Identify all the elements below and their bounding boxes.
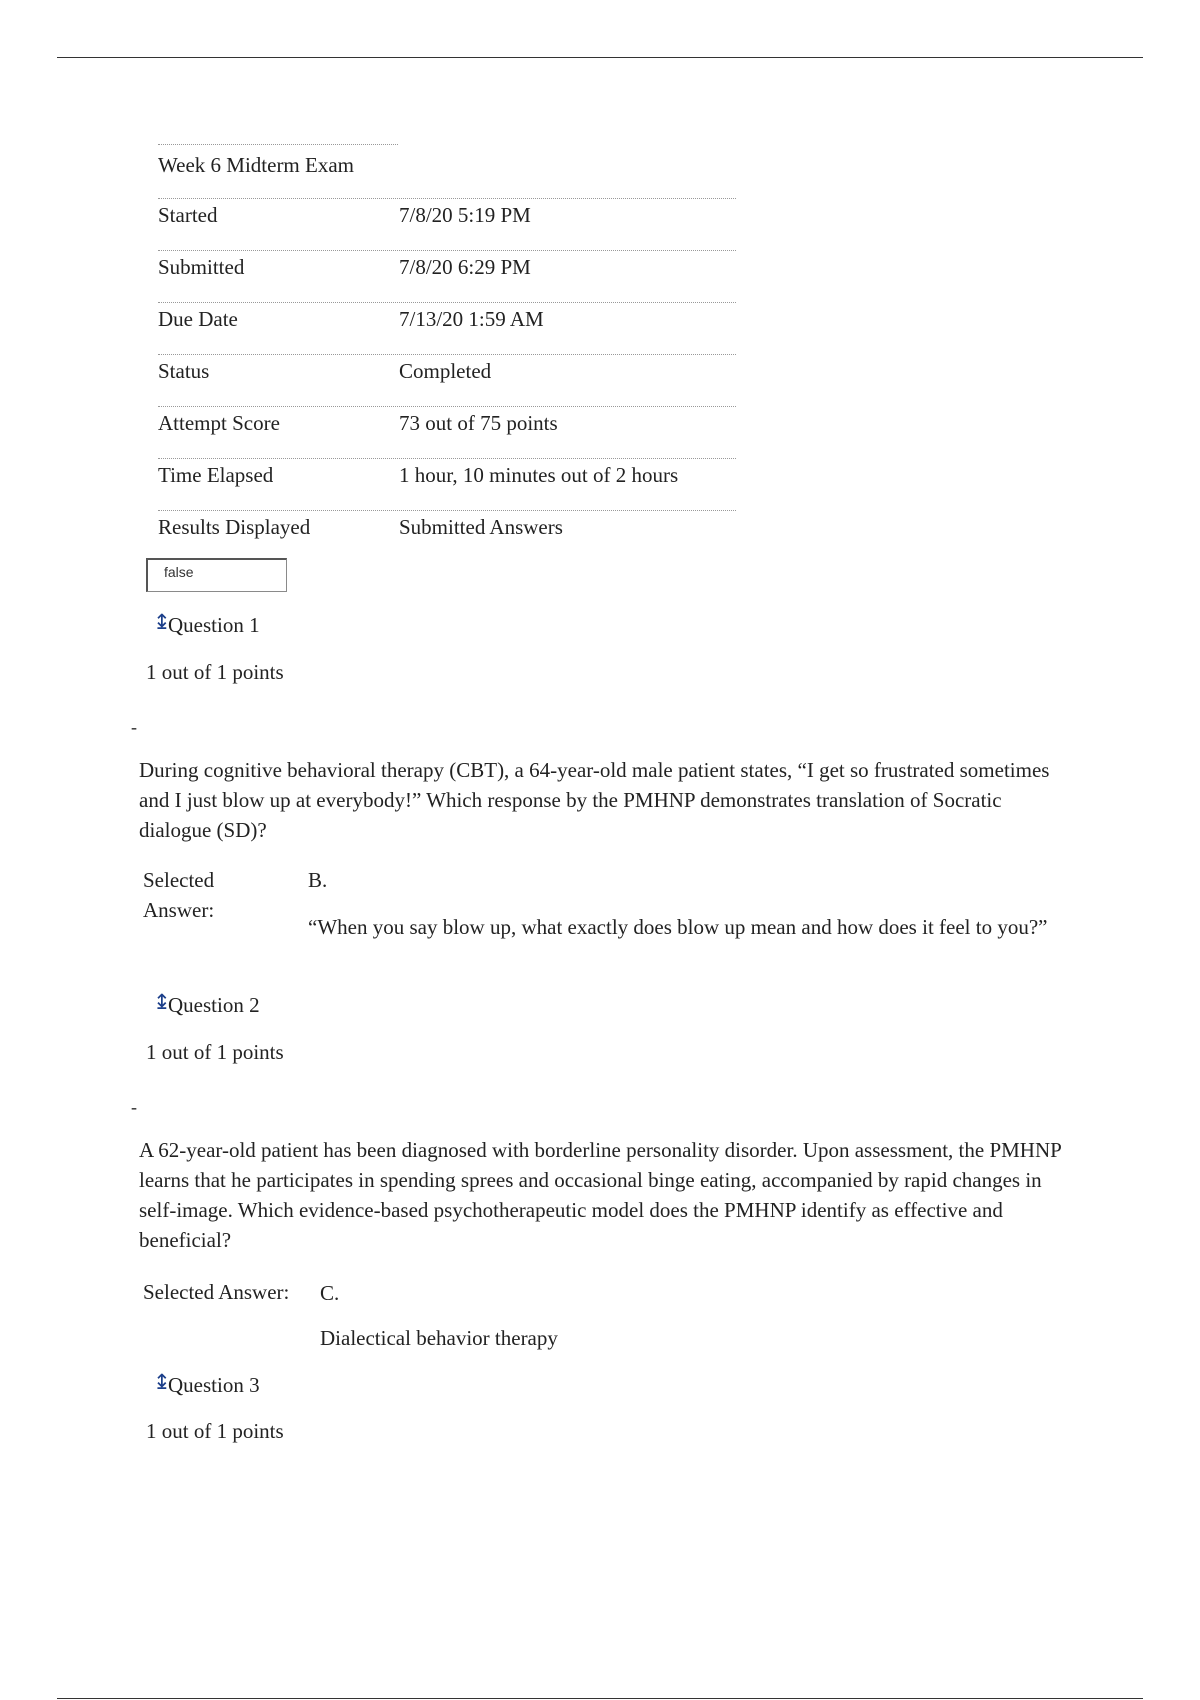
info-value: Submitted Answers <box>399 515 563 539</box>
info-row-submitted <box>158 250 736 302</box>
info-row-attempt-score <box>158 406 736 458</box>
question-label: Question 2 <box>168 993 260 1017</box>
question-points: 1 out of 1 points <box>146 1419 284 1443</box>
question-points: 1 out of 1 points <box>146 1040 284 1064</box>
info-label: Due Date <box>158 307 238 331</box>
bottom-rule <box>57 1698 1143 1699</box>
exam-title-cell <box>158 144 398 191</box>
selected-label-line2: Answer: <box>143 898 215 922</box>
false-field-value: false <box>164 564 194 580</box>
reorder-arrows-icon[interactable]: ↨ <box>153 990 171 1014</box>
info-value: 1 hour, 10 minutes out of 2 hours <box>399 463 679 487</box>
selected-answer-label <box>143 865 214 925</box>
info-label: Attempt Score <box>158 411 280 435</box>
selected-answer-text: Dialectical behavior therapy <box>320 1326 558 1350</box>
top-rule <box>57 57 1143 58</box>
false-field[interactable] <box>146 558 287 592</box>
info-label: Status <box>158 359 210 383</box>
exam-info-table <box>158 198 736 562</box>
question-points: 1 out of 1 points <box>146 660 284 684</box>
question-text: During cognitive behavioral therapy (CBT), a 64-year-old male patient states, “I get so frustrated sometimes and I just blow up at everybody!” Which response by the PMHNP demonstrates translation of Socratic dialogue (SD)? <box>139 758 1050 842</box>
info-value: 73 out of 75 points <box>399 411 558 435</box>
question-dash: - <box>131 717 137 737</box>
selected-answer-text: “When you say blow up, what exactly does blow up mean and how does it feel to you?” <box>308 915 1048 939</box>
reorder-arrows-icon[interactable]: ↨ <box>153 1370 171 1394</box>
reorder-arrows-icon[interactable]: ↨ <box>153 610 171 634</box>
info-label: Time Elapsed <box>158 463 274 487</box>
info-label: Started <box>158 203 218 227</box>
question-label: Question 1 <box>168 613 260 637</box>
selected-answer-label: Selected Answer: <box>143 1280 290 1304</box>
question-text: A 62-year-old patient has been diagnosed with borderline personality disorder. Upon assessment, the PMHNP learns that he participates in spending sprees and occasional binge eating, accompanied by rapid changes in self-image. Which evidence-based psychotherapeutic model does the PMHNP identify as effective and beneficial? <box>139 1138 1062 1252</box>
info-row-due-date <box>158 302 736 354</box>
exam-title: Week 6 Midterm Exam <box>158 153 355 177</box>
info-row-time-elapsed <box>158 458 736 510</box>
question-label: Question 3 <box>168 1373 260 1397</box>
info-value: Completed <box>399 359 492 383</box>
info-value: 7/8/20 6:29 PM <box>399 255 531 279</box>
info-label: Submitted <box>158 255 245 279</box>
selected-answer-letter: C. <box>320 1281 340 1305</box>
info-label: Results Displayed <box>158 515 311 539</box>
selected-label-line1: Selected <box>143 868 215 892</box>
selected-answer-letter: B. <box>308 868 328 892</box>
info-row-started <box>158 198 736 250</box>
question-dash: - <box>131 1097 137 1117</box>
info-row-results-displayed <box>158 510 736 562</box>
info-value: 7/8/20 5:19 PM <box>399 203 531 227</box>
info-value: 7/13/20 1:59 AM <box>399 307 544 331</box>
info-row-status <box>158 354 736 406</box>
